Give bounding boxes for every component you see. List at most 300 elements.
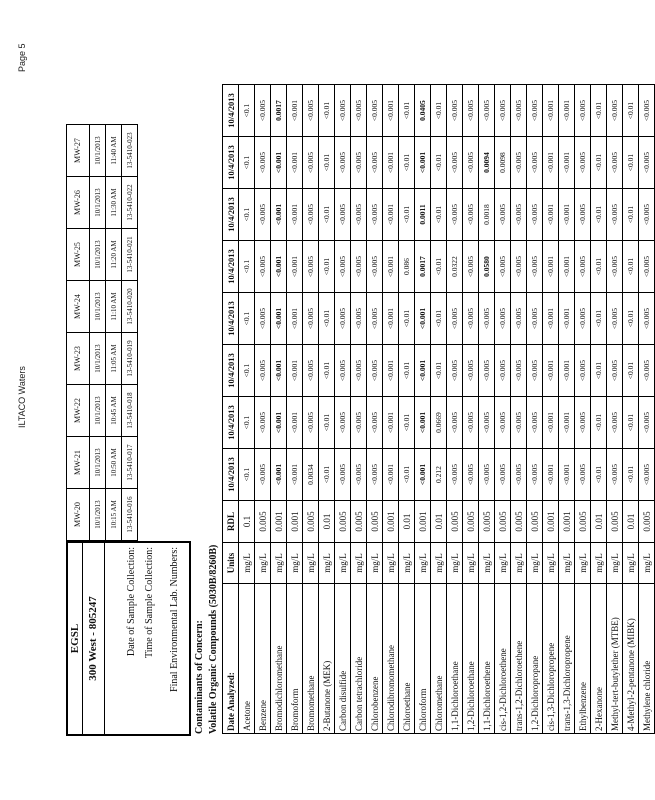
result-cell: <0.005 — [495, 345, 511, 397]
result-cell: <0.005 — [255, 85, 271, 137]
result-cell: <0.005 — [351, 85, 367, 137]
table-row — [415, 85, 431, 734]
table-row — [591, 85, 607, 734]
result-cell: <0.005 — [479, 449, 495, 501]
result-cell: <0.005 — [575, 137, 591, 189]
result-cell: <0.001 — [271, 293, 287, 345]
compound-name: 4-Methyl-2-pentanone (MIBK) — [623, 584, 639, 734]
result-cell: <0.005 — [575, 189, 591, 241]
compound-name: Ethylbenzene — [575, 584, 591, 734]
result-cell: <0.005 — [351, 137, 367, 189]
result-cell: <0.01 — [591, 241, 607, 293]
result-cell: <0.001 — [543, 85, 559, 137]
sample-time-row — [106, 125, 122, 541]
compound-name: Chlorobenzene — [367, 584, 383, 734]
well-id-cell: MW-21 — [67, 437, 90, 489]
result-cell: <0.005 — [527, 137, 543, 189]
result-cell: <0.001 — [383, 449, 399, 501]
result-cell: <0.001 — [543, 397, 559, 449]
result-cell: <0.01 — [591, 397, 607, 449]
result-cell: <0.01 — [431, 85, 447, 137]
result-cell: <0.005 — [447, 85, 463, 137]
result-cell: <0.005 — [447, 293, 463, 345]
voc-heading: Volatile Organic Compounds (5030B/8260B) — [208, 544, 219, 734]
table-row — [431, 85, 447, 734]
rdl-cell: 0.005 — [479, 501, 495, 543]
result-cell: <0.1 — [239, 189, 255, 241]
result-cell: <0.1 — [239, 345, 255, 397]
result-cell: <0.001 — [415, 345, 431, 397]
table-row — [479, 85, 495, 734]
compound-name: Bromodichloromethane — [271, 584, 287, 734]
result-cell: <0.01 — [319, 449, 335, 501]
units-cell: mg/L — [607, 543, 623, 584]
units-cell: mg/L — [623, 543, 639, 584]
lab-number-cell: 13-5410-021 — [122, 229, 138, 281]
result-cell: 0.0098 — [495, 137, 511, 189]
result-cell: <0.001 — [287, 293, 303, 345]
result-cell: <0.005 — [447, 449, 463, 501]
compound-name: Methylene chloride — [639, 584, 655, 734]
compound-name: 2-Hexanone — [591, 584, 607, 734]
rdl-cell: 0.01 — [591, 501, 607, 543]
sample-date-row — [90, 125, 106, 541]
result-cell: <0.005 — [351, 449, 367, 501]
units-cell: mg/L — [303, 543, 319, 584]
rdl-cell: 0.005 — [255, 501, 271, 543]
result-cell: <0.005 — [367, 137, 383, 189]
table-row — [319, 85, 335, 734]
result-cell: <0.005 — [335, 345, 351, 397]
result-cell: <0.001 — [559, 241, 575, 293]
units-cell: mg/L — [495, 543, 511, 584]
result-cell: <0.005 — [575, 241, 591, 293]
result-cell: <0.005 — [367, 293, 383, 345]
result-cell: <0.005 — [639, 293, 655, 345]
rdl-cell: 0.001 — [287, 501, 303, 543]
rdl-cell: 0.001 — [271, 501, 287, 543]
result-cell: <0.01 — [431, 241, 447, 293]
result-cell: <0.005 — [527, 189, 543, 241]
rdl-cell: 0.1 — [239, 501, 255, 543]
sample-time-cell: 11:40 AM — [106, 125, 122, 177]
units-cell: mg/L — [383, 543, 399, 584]
units-cell: mg/L — [591, 543, 607, 584]
result-cell: <0.001 — [543, 345, 559, 397]
table-row — [239, 85, 255, 734]
result-cell: <0.1 — [239, 137, 255, 189]
rdl-cell: 0.001 — [559, 501, 575, 543]
result-cell: <0.005 — [607, 293, 623, 345]
units-cell: mg/L — [271, 543, 287, 584]
result-cell: <0.005 — [463, 449, 479, 501]
result-cell: <0.005 — [607, 85, 623, 137]
units-cell: mg/L — [527, 543, 543, 584]
result-cell: <0.005 — [575, 449, 591, 501]
compound-name: 1,2-Dichloroethane — [463, 584, 479, 734]
units-cell: mg/L — [463, 543, 479, 584]
result-cell: <0.005 — [527, 241, 543, 293]
result-cell: <0.005 — [463, 189, 479, 241]
date-analyzed-cell: 10/4/2013 — [223, 241, 239, 293]
well-id-cell: MW-25 — [67, 229, 90, 281]
result-cell: <0.005 — [255, 397, 271, 449]
lab-number-cell: 13-5410-016 — [122, 489, 138, 541]
result-cell: <0.01 — [319, 293, 335, 345]
result-cell: <0.005 — [575, 85, 591, 137]
result-cell: <0.005 — [639, 189, 655, 241]
rdl-header: RDL — [223, 501, 239, 543]
compound-name: 1,2-Dichloropropane — [527, 584, 543, 734]
result-cell: <0.01 — [431, 189, 447, 241]
result-cell: <0.1 — [239, 241, 255, 293]
result-cell: <0.005 — [463, 85, 479, 137]
result-cell: <0.005 — [303, 345, 319, 397]
rdl-cell: 0.005 — [495, 501, 511, 543]
result-cell: <0.01 — [399, 345, 415, 397]
result-cell: <0.01 — [623, 241, 639, 293]
result-cell: <0.005 — [479, 345, 495, 397]
result-cell: <0.005 — [511, 293, 527, 345]
result-cell: <0.01 — [623, 449, 639, 501]
table-row — [367, 85, 383, 734]
compound-name: cis-1,3-Dichloropropene — [543, 584, 559, 734]
result-cell: <0.005 — [527, 449, 543, 501]
result-cell: <0.005 — [351, 397, 367, 449]
result-cell: <0.001 — [559, 345, 575, 397]
result-cell: <0.001 — [543, 293, 559, 345]
compound-name: cis-1,2-Dichloroethene — [495, 584, 511, 734]
result-cell: <0.01 — [399, 397, 415, 449]
result-cell: <0.01 — [431, 345, 447, 397]
date-analyzed-cell: 10/4/2013 — [223, 85, 239, 137]
sample-time-cell: 11:10 AM — [106, 281, 122, 333]
result-cell: <0.005 — [255, 137, 271, 189]
table-row — [543, 85, 559, 734]
result-cell: <0.005 — [511, 189, 527, 241]
table-row — [495, 85, 511, 734]
result-cell: <0.005 — [639, 397, 655, 449]
sample-info-box — [66, 541, 191, 736]
units-cell: mg/L — [287, 543, 303, 584]
result-cell: 0.0322 — [447, 241, 463, 293]
result-cell: <0.005 — [255, 345, 271, 397]
sample-time-cell: 11:30 AM — [106, 177, 122, 229]
result-cell: <0.005 — [639, 85, 655, 137]
units-cell: mg/L — [543, 543, 559, 584]
result-cell: <0.005 — [367, 241, 383, 293]
table-row — [607, 85, 623, 734]
result-cell: <0.005 — [303, 397, 319, 449]
result-cell: <0.005 — [335, 241, 351, 293]
result-cell: <0.01 — [623, 397, 639, 449]
result-cell: <0.005 — [495, 293, 511, 345]
result-cell: <0.01 — [591, 449, 607, 501]
rdl-cell: 0.005 — [447, 501, 463, 543]
result-cell: <0.001 — [559, 293, 575, 345]
compound-name: trans-1,3-Dichloropropene — [559, 584, 575, 734]
results-table — [222, 84, 655, 734]
result-cell: <0.005 — [479, 397, 495, 449]
result-cell: <0.005 — [335, 189, 351, 241]
result-cell: <0.005 — [367, 449, 383, 501]
result-cell: <0.005 — [367, 189, 383, 241]
sample-date-cell: 10/1/2013 — [90, 177, 106, 229]
result-cell: <0.005 — [495, 397, 511, 449]
result-cell: 0.0580 — [479, 241, 495, 293]
compound-name: Benzene — [255, 584, 271, 734]
result-cell: <0.01 — [399, 137, 415, 189]
result-cell: <0.005 — [463, 397, 479, 449]
result-cell: <0.001 — [383, 345, 399, 397]
result-cell: <0.01 — [319, 345, 335, 397]
result-cell: <0.005 — [511, 449, 527, 501]
rdl-cell: 0.005 — [303, 501, 319, 543]
result-cell: <0.001 — [559, 449, 575, 501]
date-analyzed-cell: 10/4/2013 — [223, 449, 239, 501]
well-id-cell: MW-27 — [67, 125, 90, 177]
result-cell: <0.005 — [479, 293, 495, 345]
compound-name: Bromoform — [287, 584, 303, 734]
result-cell: <0.005 — [607, 137, 623, 189]
units-cell: mg/L — [351, 543, 367, 584]
table-row — [623, 85, 639, 734]
result-cell: <0.005 — [527, 85, 543, 137]
units-cell: mg/L — [447, 543, 463, 584]
rdl-cell: 0.01 — [623, 501, 639, 543]
result-cell: <0.005 — [575, 345, 591, 397]
units-cell: mg/L — [575, 543, 591, 584]
result-cell: <0.001 — [383, 241, 399, 293]
result-cell: <0.005 — [511, 137, 527, 189]
result-cell: <0.01 — [399, 85, 415, 137]
result-cell: <0.005 — [607, 241, 623, 293]
result-cell: <0.01 — [623, 345, 639, 397]
well-id-cell: MW-26 — [67, 177, 90, 229]
well-header-table — [66, 124, 138, 541]
compound-name: Methyl-tert-butylether (MTBE) — [607, 584, 623, 734]
result-cell: <0.005 — [303, 241, 319, 293]
result-cell: <0.001 — [287, 137, 303, 189]
compound-name: Carbon disulfide — [335, 584, 351, 734]
result-cell: <0.1 — [239, 85, 255, 137]
result-cell: <0.1 — [239, 397, 255, 449]
result-cell: <0.001 — [287, 189, 303, 241]
result-cell: <0.01 — [591, 137, 607, 189]
result-cell: <0.001 — [271, 241, 287, 293]
result-cell: <0.005 — [447, 137, 463, 189]
result-cell: <0.005 — [607, 345, 623, 397]
units-cell: mg/L — [415, 543, 431, 584]
result-cell: <0.01 — [319, 241, 335, 293]
result-cell: 0.0018 — [479, 189, 495, 241]
result-cell: <0.001 — [383, 137, 399, 189]
result-cell: <0.01 — [623, 189, 639, 241]
result-cell: <0.005 — [575, 397, 591, 449]
result-cell: <0.01 — [623, 85, 639, 137]
result-cell: <0.01 — [319, 85, 335, 137]
result-cell: <0.001 — [271, 449, 287, 501]
result-cell: <0.005 — [303, 137, 319, 189]
result-cell: <0.005 — [495, 85, 511, 137]
result-cell: <0.001 — [383, 293, 399, 345]
result-cell: <0.001 — [271, 137, 287, 189]
date-analyzed-cell: 10/4/2013 — [223, 397, 239, 449]
compound-name: Chloroform — [415, 584, 431, 734]
units-header: Units — [223, 543, 239, 584]
result-cell: <0.005 — [335, 397, 351, 449]
result-cell: <0.01 — [591, 293, 607, 345]
result-cell: <0.005 — [639, 241, 655, 293]
result-cell: <0.005 — [351, 345, 367, 397]
table-row — [287, 85, 303, 734]
table-row — [447, 85, 463, 734]
sample-time-cell: 11:05 AM — [106, 333, 122, 385]
result-cell: <0.001 — [559, 189, 575, 241]
table-row — [335, 85, 351, 734]
result-cell: <0.005 — [479, 85, 495, 137]
units-cell: mg/L — [639, 543, 655, 584]
well-id-row — [67, 125, 90, 541]
result-cell: <0.001 — [559, 137, 575, 189]
rdl-cell: 0.005 — [511, 501, 527, 543]
table-row — [383, 85, 399, 734]
result-cell: <0.01 — [319, 189, 335, 241]
result-cell: <0.005 — [367, 397, 383, 449]
date-analyzed-cell: 10/4/2013 — [223, 189, 239, 241]
well-id-cell: MW-23 — [67, 333, 90, 385]
result-cell: <0.001 — [559, 397, 575, 449]
result-cell: <0.001 — [271, 397, 287, 449]
compound-name: Chloromethane — [431, 584, 447, 734]
result-cell: <0.001 — [383, 397, 399, 449]
result-cell: <0.005 — [463, 345, 479, 397]
lab-number-cell: 13-5410-020 — [122, 281, 138, 333]
result-cell: <0.005 — [607, 449, 623, 501]
compound-name: trans-1,2-Dichloroethene — [511, 584, 527, 734]
sample-date-cell: 10/1/2013 — [90, 385, 106, 437]
result-cell: <0.005 — [511, 397, 527, 449]
result-cell: <0.005 — [639, 345, 655, 397]
result-cell: <0.005 — [335, 137, 351, 189]
compound-name: Carbon tetrachloride — [351, 584, 367, 734]
date-label: Date of Sample Collection: — [126, 547, 137, 657]
result-cell: <0.005 — [255, 449, 271, 501]
time-label: Time of Sample Collection: — [144, 547, 155, 659]
date-analyzed-label: Date Analyzed: — [223, 584, 239, 734]
result-cell: <0.005 — [303, 189, 319, 241]
result-cell: <0.005 — [447, 397, 463, 449]
result-cell: <0.01 — [399, 293, 415, 345]
well-id-cell: MW-22 — [67, 385, 90, 437]
divider — [104, 543, 105, 734]
units-cell: mg/L — [239, 543, 255, 584]
units-cell: mg/L — [511, 543, 527, 584]
result-cell: <0.005 — [511, 241, 527, 293]
units-cell: mg/L — [319, 543, 335, 584]
table-row — [399, 85, 415, 734]
result-cell: <0.001 — [415, 397, 431, 449]
rdl-cell: 0.001 — [543, 501, 559, 543]
compound-name: Acetone — [239, 584, 255, 734]
result-cell: <0.01 — [591, 85, 607, 137]
result-cell: 0.0405 — [415, 85, 431, 137]
result-cell: <0.005 — [351, 241, 367, 293]
result-cell: <0.01 — [591, 345, 607, 397]
result-cell: <0.01 — [319, 137, 335, 189]
rdl-cell: 0.01 — [431, 501, 447, 543]
result-cell: <0.01 — [399, 449, 415, 501]
result-cell: <0.001 — [543, 241, 559, 293]
result-cell: <0.005 — [511, 345, 527, 397]
result-cell: <0.001 — [271, 189, 287, 241]
result-cell: 0.0017 — [415, 241, 431, 293]
table-row — [271, 85, 287, 734]
rdl-cell: 0.005 — [351, 501, 367, 543]
result-cell: <0.001 — [415, 137, 431, 189]
page-number: Page 5 — [17, 43, 27, 72]
result-cell: <0.001 — [543, 189, 559, 241]
result-cell: <0.005 — [447, 189, 463, 241]
units-cell: mg/L — [431, 543, 447, 584]
rdl-cell: 0.005 — [639, 501, 655, 543]
date-analyzed-cell: 10/4/2013 — [223, 137, 239, 189]
result-cell: <0.005 — [495, 189, 511, 241]
result-cell: 0.212 — [431, 449, 447, 501]
date-analyzed-cell: 10/4/2013 — [223, 293, 239, 345]
table-row — [559, 85, 575, 734]
sample-date-cell: 10/1/2013 — [90, 125, 106, 177]
result-cell: <0.01 — [623, 293, 639, 345]
result-cell: <0.001 — [287, 241, 303, 293]
result-cell: <0.001 — [383, 85, 399, 137]
result-cell: <0.005 — [463, 293, 479, 345]
units-cell: mg/L — [559, 543, 575, 584]
result-cell: 0.0011 — [415, 189, 431, 241]
rdl-cell: 0.005 — [463, 501, 479, 543]
compound-name: Chloroethane — [399, 584, 415, 734]
contaminants-heading: Contaminants of Concern: — [194, 620, 205, 734]
date-analyzed-cell: 10/4/2013 — [223, 345, 239, 397]
lab-number-cell: 13-5410-018 — [122, 385, 138, 437]
result-cell: <0.01 — [431, 293, 447, 345]
compound-name: Bromomethane — [303, 584, 319, 734]
result-cell: <0.1 — [239, 293, 255, 345]
result-cell: <0.005 — [255, 241, 271, 293]
units-cell: mg/L — [335, 543, 351, 584]
rdl-cell: 0.005 — [575, 501, 591, 543]
lab-number-cell: 13-5410-019 — [122, 333, 138, 385]
sample-date-cell: 10/1/2013 — [90, 489, 106, 541]
result-cell: <0.005 — [335, 293, 351, 345]
result-cell: <0.005 — [639, 137, 655, 189]
units-cell: mg/L — [367, 543, 383, 584]
sample-date-cell: 10/1/2013 — [90, 229, 106, 281]
rdl-cell: 0.005 — [607, 501, 623, 543]
lab-name: EGSL — [69, 623, 81, 654]
compound-name: Chlorodibromomethane — [383, 584, 399, 734]
result-cell: <0.005 — [495, 241, 511, 293]
sample-time-cell: 10:15 AM — [106, 489, 122, 541]
result-cell: <0.01 — [623, 137, 639, 189]
rdl-cell: 0.005 — [367, 501, 383, 543]
table-row — [463, 85, 479, 734]
result-cell: <0.005 — [255, 293, 271, 345]
result-cell: <0.001 — [271, 345, 287, 397]
document-title: ILTACO Waters — [17, 366, 27, 428]
table-row — [575, 85, 591, 734]
lab-number-label: Final Environmental Lab. Numbers: — [169, 547, 180, 692]
